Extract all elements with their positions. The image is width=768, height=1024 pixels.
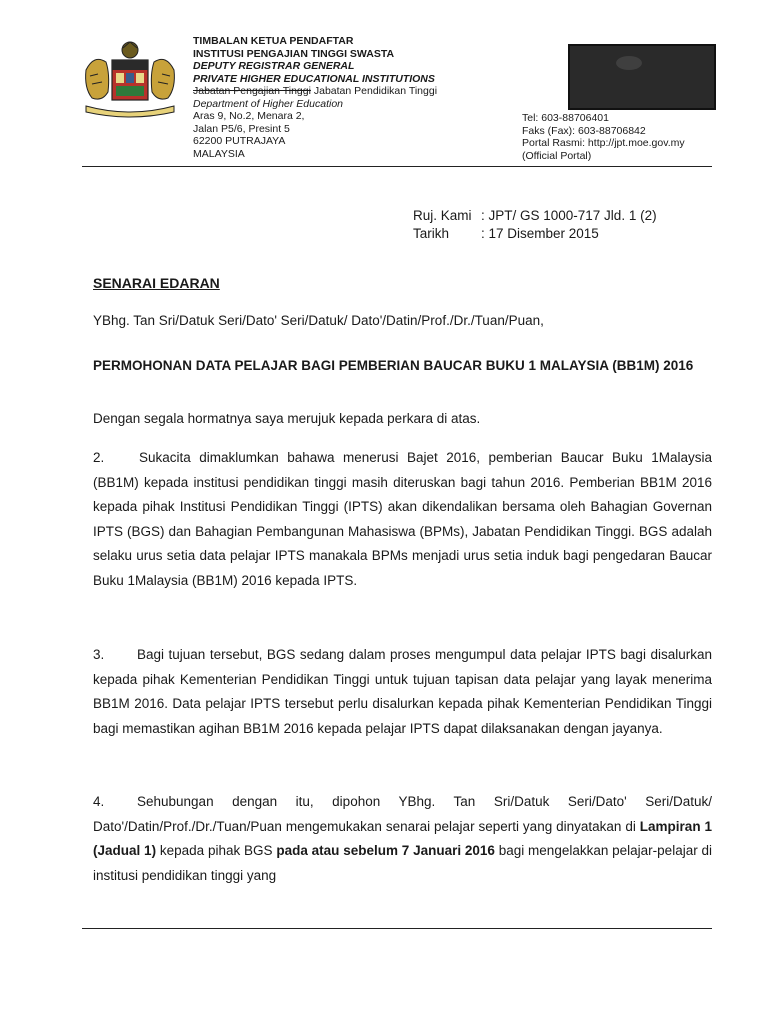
attachment-reference: Lampiran 1 (Jadual 1) [93, 818, 712, 858]
paragraph-number: 4. [93, 794, 105, 809]
distribution-heading: SENARAI EDARAN [93, 275, 220, 291]
paragraph-3 [93, 643, 712, 741]
opening-sentence: Dengan segala hormatnya saya merujuk kepada perkara di atas. [93, 411, 481, 426]
struck-department: Jabatan Pengajian Tinggi [193, 85, 311, 97]
address-line-4: MALAYSIA [193, 147, 245, 160]
paragraph-2 [93, 446, 712, 593]
stamp-box [568, 44, 716, 110]
telephone: Tel: 603-88706401 [522, 112, 609, 124]
malaysia-coat-of-arms-icon [76, 40, 184, 120]
header-title-en: DEPUTY REGISTRAR GENERAL [193, 60, 355, 72]
letterhead [193, 35, 437, 160]
salutation: YBhg. Tan Sri/Datuk Seri/Dato' Seri/Datuk/ Dato'/Datin/Prof./Dr./Tuan/Puan, [93, 313, 544, 328]
fax: Faks (Fax): 603-88706842 [522, 124, 646, 137]
paragraph-text: Sukacita dimaklumkan bahawa menerusi Bajet 2016, pemberian Baucar Buku 1Malaysia (BB1M) kepada institusi pendidikan tinggi masih diteruskan bagi tahun 2016. Pemberian BB1M 2016 kepada pihak Institusi Pendidikan Tinggi (IPTS) akan dikendalikan bersama oleh Bahagian Governan IPTS (BGS) dan Bahagian Pembangunan Mahasiswa (BPMs), Jabatan Pendidikan Tinggi. BGS adalah selaku urus setia data pelajar IPTS manakala BPMs menjadi urus setia induk bagi pengedaran Baucar Buku 1Malaysia (BB1M) 2016 kepada IPTS. [93, 450, 712, 588]
department-en: Department of Higher Education [193, 97, 343, 110]
seal-icon [616, 56, 642, 70]
address-line-3: 62200 PUTRAJAYA [193, 135, 286, 147]
header-divider [82, 166, 712, 167]
paragraph-text: Bagi tujuan tersebut, BGS sedang dalam proses mengumpul data pelajar IPTS bagi disalurkan kepada pihak Kementerian Pendidikan Tinggi untuk tujuan tapisan data pelajar yang layak menerima BB1M 2016. Data pelajar IPTS tersebut perlu disalurkan kepada pihak Kementerian Pendidikan Tinggi bagi memastikan agihan BB1M 2016 kepada pelajar IPTS dapat dilaksanakan dengan jayanya. [93, 647, 712, 736]
subject-line: PERMOHONAN DATA PELAJAR BAGI PEMBERIAN BAUCAR BUKU 1 MALAYSIA (BB1M) 2016 [93, 358, 694, 373]
header-institution-ms: INSTITUSI PENGAJIAN TINGGI SWASTA [193, 47, 395, 60]
paragraph-number: 2. [93, 450, 105, 465]
address-line-2: Jalan P5/6, Presint 5 [193, 122, 290, 135]
paragraph-text: Sehubungan dengan itu, dipohon YBhg. Tan Sri/Datuk Seri/Dato' Seri/Datuk/ Dato'/Datin/Prof./Dr./Tuan/Puan mengemukakan senarai pelajar seperti yang dinyatakan di [93, 794, 712, 834]
reference-label: Ruj. Kami [413, 208, 472, 223]
department-ms: Jabatan Pendidikan Tinggi [313, 85, 438, 97]
address-line-1: Aras 9, No.2, Menara 2, [193, 110, 305, 122]
paragraph-4 [93, 790, 712, 888]
reference-line [413, 208, 657, 223]
header-institution-en: PRIVATE HIGHER EDUCATIONAL INSTITUTIONS [193, 72, 435, 85]
portal-en: (Official Portal) [522, 149, 592, 162]
paragraph-number: 3. [93, 647, 105, 662]
date-line [413, 226, 599, 241]
header-title-ms: TIMBALAN KETUA PENDAFTAR [193, 35, 354, 47]
reference-value: : JPT/ GS 1000-717 Jld. 1 (2) [481, 208, 657, 223]
paragraph-text: kepada pihak BGS [156, 843, 277, 858]
date-label: Tarikh [413, 226, 450, 241]
paragraph-text: bagi mengelakkan pelajar-pelajar di institusi pendidikan tinggi yang [93, 843, 713, 883]
contact-block [522, 112, 685, 162]
deadline: pada atau sebelum 7 Januari 2016 [276, 843, 495, 858]
portal: Portal Rasmi: http://jpt.moe.gov.my [522, 137, 685, 150]
footer-divider [82, 928, 712, 929]
date-value: : 17 Disember 2015 [481, 226, 599, 241]
